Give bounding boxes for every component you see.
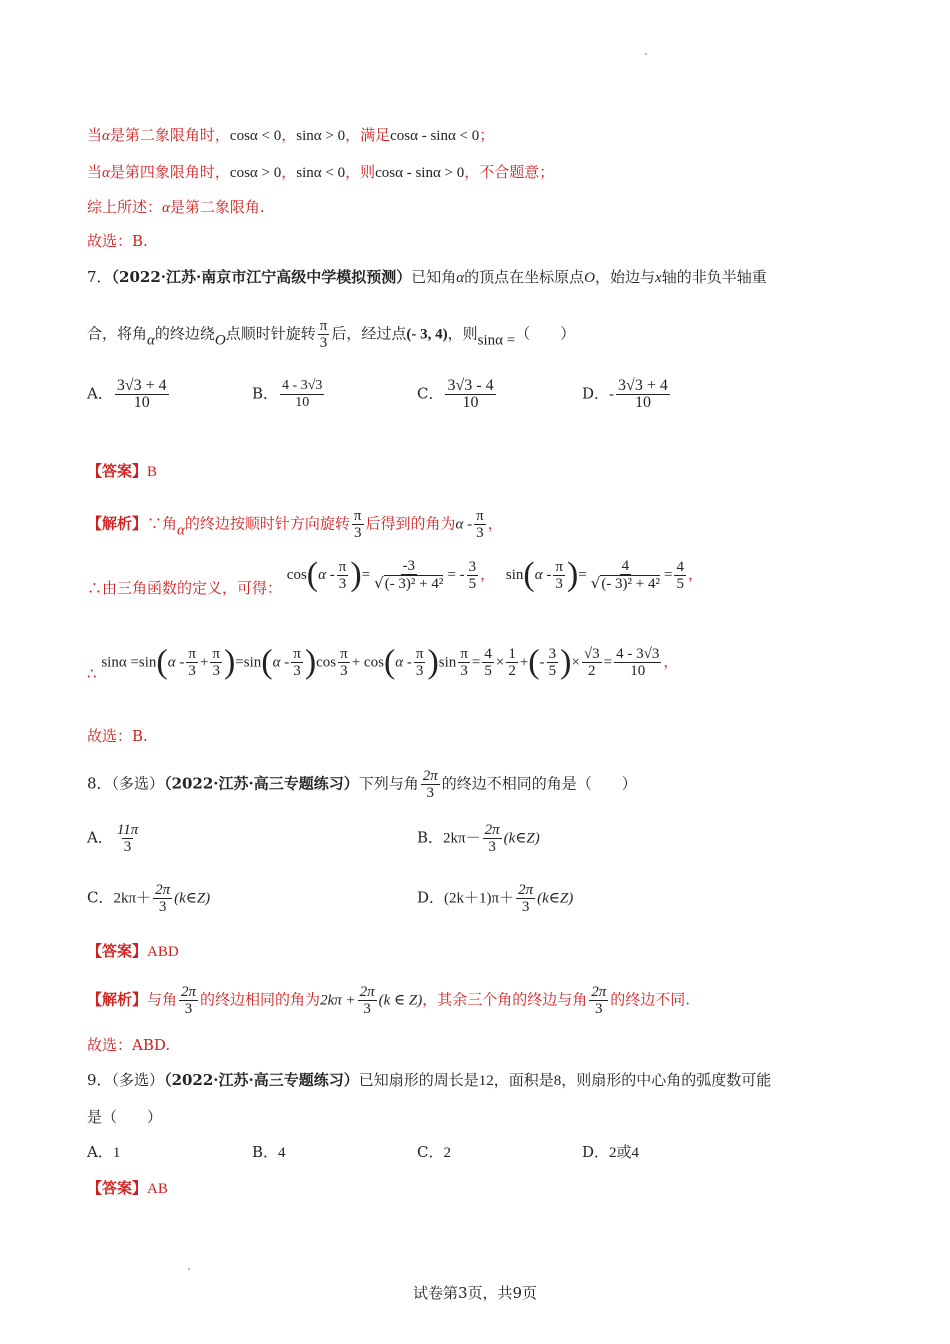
q8-analysis: 【解析】与角 $\frac{2\pi}{3}$ 的终边相同的角为2kπ + $\frac{2\pi}{3}$ (k ∈ Z)，其余三个角的终边与角 $\frac{2\pi}{3}$ 的终边不同. xyxy=(87,984,691,1017)
q7-answer: 【答案】B xyxy=(87,462,158,480)
q8-option-d[interactable]: D．(2k＋1)π＋ $\frac{2\pi}{3}$ (k∈Z) xyxy=(417,882,574,915)
q7-stem-line-2: 合，将角α的终边绕O点顺时针旋转 $\frac{\pi}{3}$ 后，经过点(- 3, 4)，则sinα =（ ） xyxy=(87,318,576,351)
scan-dot-top xyxy=(645,53,647,55)
prev-line-2: 当α是第四象限角时，cosα > 0，sinα < 0，则cosα - sinα > 0，不合题意； xyxy=(87,163,555,181)
prev-line-1: 当α是第二象限角时，cosα < 0，sinα > 0，满足cosα - sinα < 0； xyxy=(87,126,495,144)
q9-option-d[interactable]: D．2或4 xyxy=(582,1143,640,1161)
q7-source: （2022·江苏·南京市江宁高级中学模拟预测） xyxy=(111,268,412,286)
q7-option-a[interactable]: A． $\frac{3√3 + 4}{10}$ xyxy=(87,377,167,411)
q7-option-b[interactable]: B． $\frac{4 - 3√3}{10}$ xyxy=(252,378,323,410)
q9-option-a[interactable]: A．1 xyxy=(87,1143,121,1161)
q7-stem-line-1: 7．（2022·江苏·南京市江宁高级中学模拟预测）已知角α的顶点在坐标原点O，始边与x轴的非负半轴重 xyxy=(87,268,767,286)
q9-answer: 【答案】AB xyxy=(87,1179,168,1197)
q8-answer: 【答案】ABD xyxy=(87,942,179,960)
q8-option-b[interactable]: B．2kπ－ $\frac{2\pi}{3}$ (k∈Z) xyxy=(417,822,540,855)
q8-conclusion: 故选：ABD. xyxy=(87,1036,171,1054)
q7-analysis-line-1: 【解析】∵角α的终边按顺时针方向旋转 $\frac{\pi}{3}$ 后得到的角为α - $\frac{\pi}{3}$ ， xyxy=(87,508,503,541)
q9-option-b[interactable]: B．4 xyxy=(252,1143,286,1161)
prev-conclusion: 故选：B. xyxy=(87,232,148,250)
q8-option-a[interactable]: A． $\frac{11\pi}{3}$ xyxy=(87,822,139,855)
q8-source: （2022·江苏·高三专题练习） xyxy=(164,774,359,793)
q8-option-c[interactable]: C．2kπ＋ $\frac{2\pi}{3}$ (k∈Z) xyxy=(87,882,211,915)
q9-option-c[interactable]: C．2 xyxy=(417,1143,451,1161)
q9-source: （2022·江苏·高三专题练习） xyxy=(164,1071,359,1089)
q7-analysis-line-2: ∴由三角函数的定义，可得： cos(α - $\frac{\pi}{3}$ )= $\frac{-3}{\text{√(- 3)² + 4²}}$ = - $\frac{3}{5}$ ， sin(α - $\frac{\pi}{3}$ )= $\frac{4}{\text{√(- 3)² + 4²}}$ = $\frac{4}{5}$ ， xyxy=(87,556,703,597)
q7-option-d[interactable]: D．- $\frac{3√3 + 4}{10}$ xyxy=(582,377,668,411)
prev-line-3: 综上所述：α是第二象限角. xyxy=(87,198,265,216)
q9-stem-line-1: 9．（多选）（2022·江苏·高三专题练习）已知扇形的周长是12，面积是8，则扇形的中心角的弧度数可能 xyxy=(87,1071,772,1089)
page-footer: 试卷第3页，共9页 xyxy=(412,1284,538,1302)
q7-conclusion: 故选：B. xyxy=(87,727,148,745)
q7-option-c[interactable]: C． $\frac{3√3 - 4}{10}$ xyxy=(417,377,494,411)
q9-stem-line-2: 是（ ） xyxy=(87,1108,163,1126)
q7-analysis-line-3: ∴ sinα =sin(α - $\frac{\pi}{3}$ + $\frac{\pi}{3}$ )=sin(α - $\frac{\pi}{3}$ )cos $\frac{\pi}{3}$ + cos(α - $\frac{\pi}{3}$ )sin $\frac{\pi}{3}$ = $\frac{4}{5}$ × $\frac{1}{2}$ +(- $\frac{3}{5}$ )× $\frac{√3}{2}$ = $\frac{4 - 3√3}{10}$ ， xyxy=(87,643,679,683)
q8-stem: 8．（多选）（2022·江苏·高三专题练习）下列与角 $\frac{2\pi}{3}$ 的终边不相同的角是（ ） xyxy=(87,768,637,801)
scan-dot-bottom xyxy=(188,1268,190,1270)
